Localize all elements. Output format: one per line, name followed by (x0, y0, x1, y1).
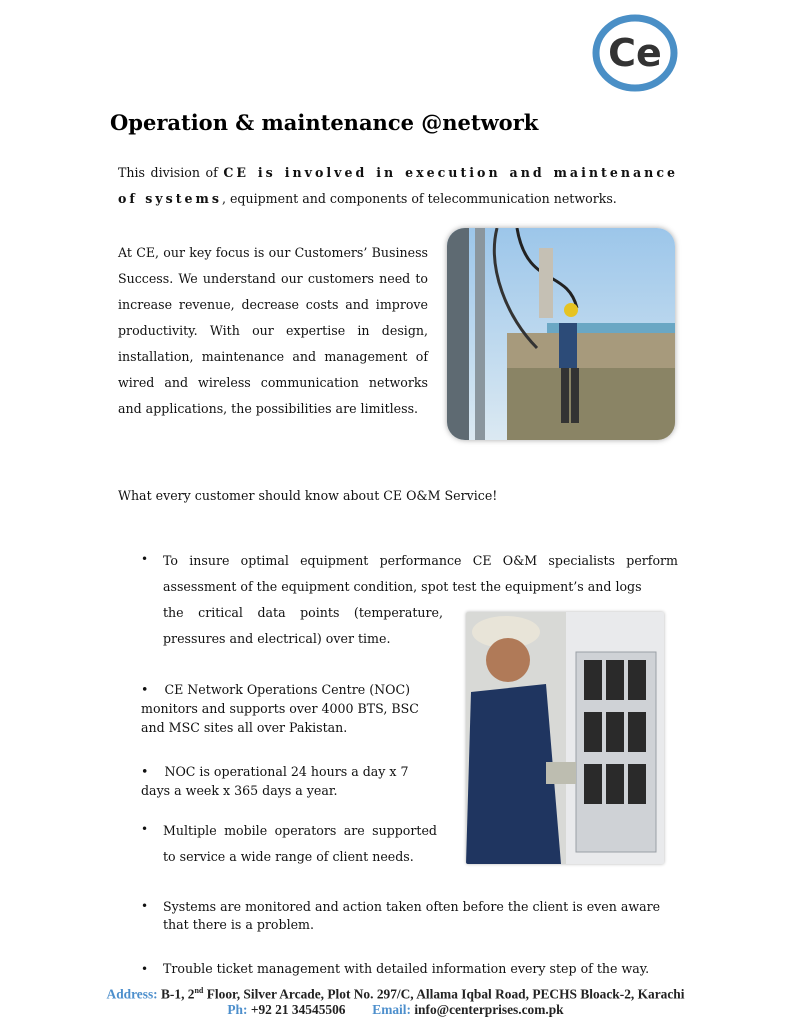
bullet-text: NOC is operational 24 hours a day x 7 days a week x 365 days a year. (141, 764, 409, 798)
bullet-text-continued: the critical data points (temperature, pressures and electrical) over time. (163, 605, 443, 646)
section-heading: What every customer should know about CE O&M Service! (118, 488, 498, 503)
bullet-item (163, 818, 437, 870)
email-address[interactable]: info@centerprises.com.pk (414, 1002, 564, 1017)
bullet-dot: • (141, 682, 165, 697)
bullet-dot: • (141, 552, 149, 566)
bullet-text: CE Network Operations Centre (NOC) monitors and supports over 4000 BTS, BSC and MSC sites all over Pakistan. (141, 682, 419, 735)
intro-rest: , equipment and components of telecommunication networks. (221, 191, 617, 206)
footer-contact (0, 1002, 791, 1018)
email-label: Email: (372, 1002, 411, 1017)
logo-text: Ce (608, 31, 662, 75)
bullet-item (163, 960, 678, 978)
address-label: Address: (106, 986, 158, 1002)
bullet-text: To insure optimal equipment performance CE O&M specialists perform assessment of the equipment condition, spot test the equipment’s and logs (163, 553, 678, 594)
tower-climber-photo (447, 228, 675, 440)
page-title: Operation & maintenance @network (110, 110, 539, 135)
bullet-item (141, 762, 431, 800)
technician-equipment-photo (466, 612, 664, 864)
intro-emphasis: CE is involved in execution and maintenance of systems (118, 165, 678, 206)
address-sup: nd (194, 986, 204, 995)
phone-number[interactable]: +92 21 34545506 (250, 1002, 346, 1017)
bullet-dot: • (141, 962, 149, 976)
intro-paragraph (118, 160, 678, 212)
bullet-item (141, 680, 431, 737)
bullet-item (163, 898, 678, 934)
bullet-dot: • (141, 899, 149, 913)
bullet-text: Systems are monitored and action taken often before the client is even aware that there is a problem. (163, 899, 661, 932)
bullet-text: Trouble ticket management with detailed information every step of the way. (163, 961, 650, 976)
bullet-dot: • (141, 764, 165, 779)
company-logo (592, 14, 678, 92)
address-post: Floor, Silver Arcade, Plot No. 297/C, Allama Iqbal Road, PECHS Bloack-2, Karachi (203, 986, 685, 1002)
intro-lead: This division of (118, 165, 224, 180)
focus-paragraph: At CE, our key focus is our Customers’ Business Success. We understand our customers need to increase revenue, decrease costs and improve productivity. With our expertise in design, installation, maintenance and management of wired and wireless communication networks and applications, the possibilities are limitless. (118, 245, 428, 416)
address-pre: B-1, 2 (160, 986, 195, 1002)
bullet-dot: • (141, 822, 149, 836)
phone-label: Ph: (227, 1002, 248, 1017)
bullet-text: Multiple mobile operators are supported to service a wide range of client needs. (163, 823, 437, 864)
footer-address (0, 986, 791, 1002)
